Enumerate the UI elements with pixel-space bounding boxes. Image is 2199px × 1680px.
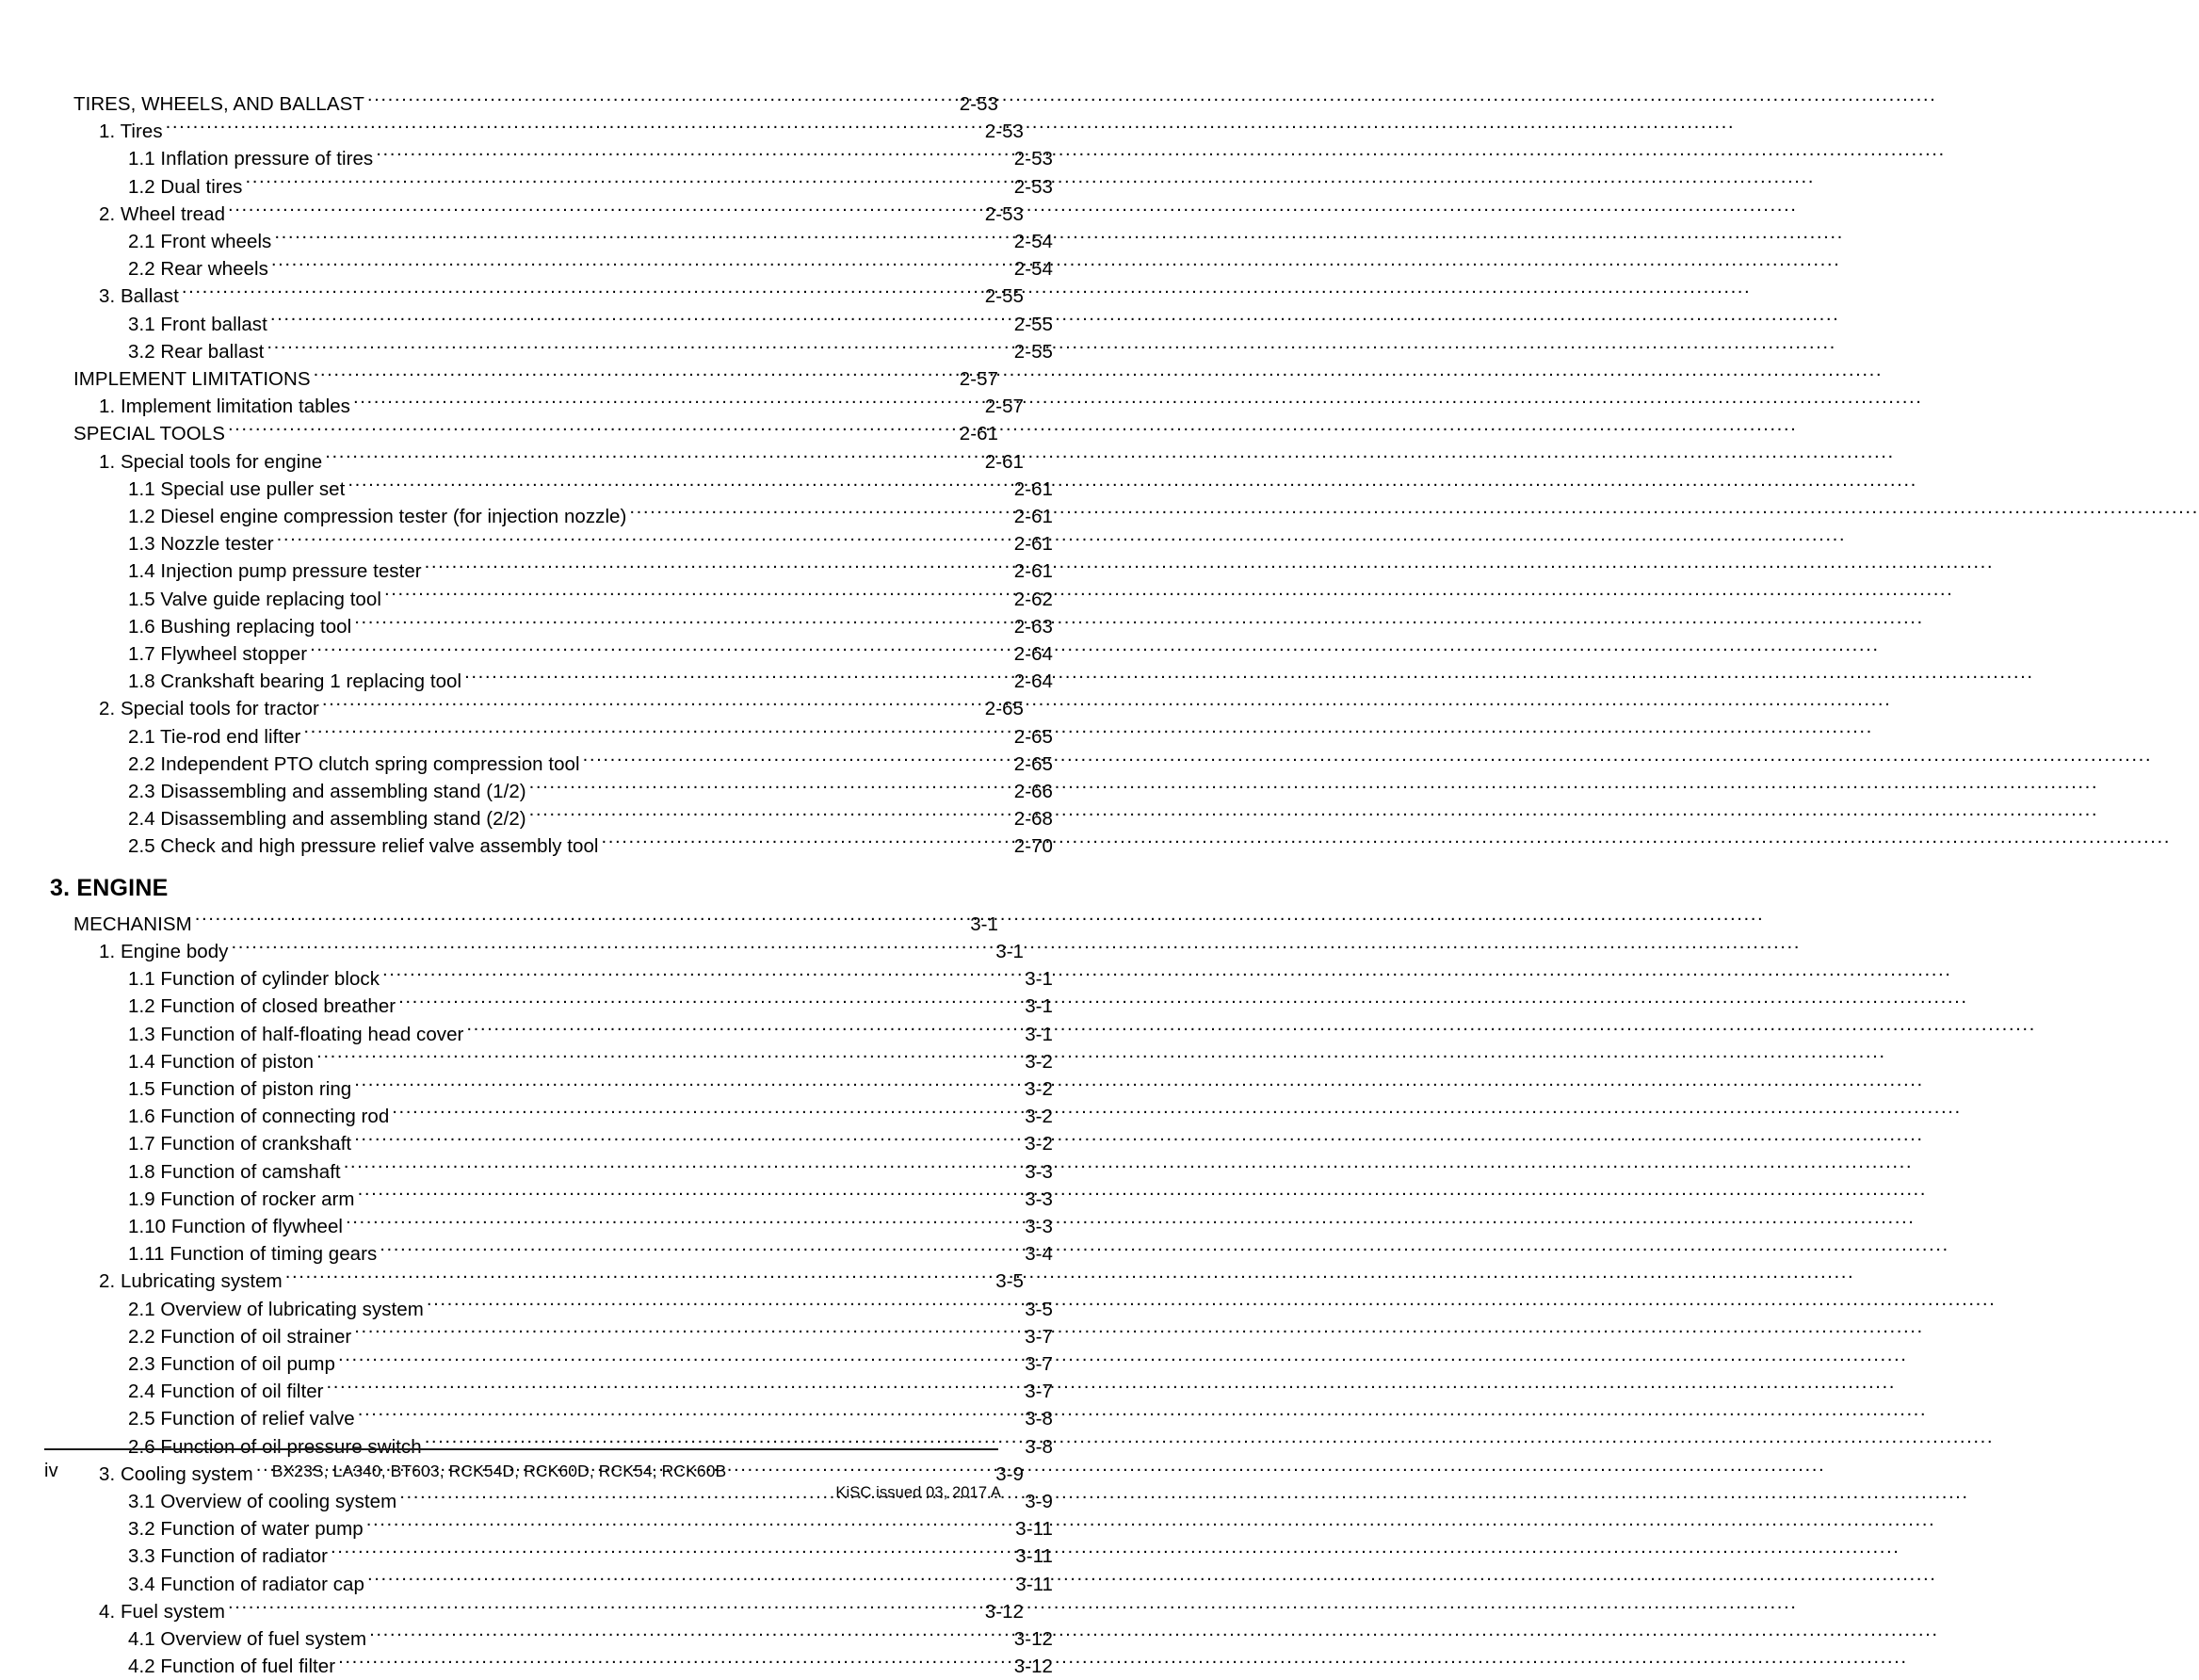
toc-leader-dots (367, 1571, 1013, 1591)
toc-entry-label: 2. Special tools for tractor (99, 698, 319, 720)
toc-entry-page-number: 2-61 (959, 423, 998, 445)
toc-entry-page-number: 3-9 (1025, 1490, 1053, 1512)
toc-entry-label: 1.1 Inflation pressure of tires (128, 148, 374, 170)
toc-leader-dots (529, 806, 1012, 826)
toc-leader-dots (166, 119, 983, 138)
toc-entry-page-number: 3-1 (995, 940, 1024, 962)
toc-leader-dots (228, 421, 958, 441)
toc-entry-label: 4.2 Function of fuel filter (128, 1656, 336, 1678)
toc-entry-page-number: 2-53 (959, 93, 998, 115)
toc-leader-dots (228, 1598, 983, 1618)
toc-entry-label: 1.5 Valve guide replacing tool (128, 588, 381, 610)
toc-entry-label: 1.2 Dual tires (128, 175, 243, 198)
toc-entry-label: 1.5 Function of piston ring (128, 1077, 352, 1100)
toc-entry-page-number: 3-1 (1025, 995, 1053, 1018)
toc-entry-label: 2.2 Independent PTO clutch spring compression tool (128, 752, 580, 775)
footer-model-list: BX23S, LA340, BT603, RCK54D, RCK60D, RCK54, RCK60B (271, 1462, 727, 1480)
toc-entry-label: 1.11 Function of timing gears (128, 1243, 378, 1266)
toc-entry-label: MECHANISM (73, 913, 192, 935)
toc-entry-page-number: 2-55 (1013, 340, 1053, 363)
toc-entry-label: 1.7 Function of crankshaft (128, 1133, 352, 1155)
toc-entry-page-number: 2-61 (1013, 560, 1053, 583)
toc-entry-label: 1.9 Function of rocker arm (128, 1187, 355, 1210)
toc-entry-label: 2.1 Overview of lubricating system (128, 1298, 424, 1320)
toc-leader-dots (366, 1516, 1014, 1536)
toc-entry-label: IMPLEMENT LIMITATIONS (73, 368, 311, 391)
toc-entry-page-number: 3-11 (1015, 1545, 1053, 1568)
toc-leader-dots (322, 696, 983, 716)
toc-entry-page-number: 2-64 (1013, 643, 1053, 666)
toc-leader-dots (466, 1021, 1023, 1041)
toc-entry-label: 3.1 Overview of cooling system (128, 1490, 397, 1512)
toc-entry-page-number: 3-5 (995, 1270, 1024, 1293)
toc-entry-page-number: 2-55 (1013, 313, 1053, 335)
toc-entry-page-number: 2-61 (984, 450, 1024, 473)
toc-entry-page-number: 3-11 (1015, 1573, 1053, 1595)
toc-leader-dots (369, 1625, 1012, 1645)
chapter-heading: 3. ENGINE (50, 874, 169, 901)
toc-leader-dots (274, 229, 1011, 249)
toc-entry-page-number: 3-5 (1025, 1298, 1053, 1320)
toc-entry-label: 4. Fuel system (99, 1600, 225, 1623)
toc-leader-dots (285, 1268, 994, 1288)
toc-entry-page-number: 2-57 (959, 368, 998, 391)
toc-leader-dots (338, 1654, 1012, 1673)
toc-entry-page-number: 2-53 (984, 202, 1024, 225)
toc-entry-page-number: 3-12 (984, 1600, 1024, 1623)
toc-leader-dots (583, 751, 1012, 770)
toc-entry-page-number: 2-65 (984, 698, 1024, 720)
toc-entry[interactable] (128, 832, 1053, 860)
toc-entry-label: 2.6 Function of oil pressure switch (128, 1435, 422, 1458)
toc-entry-label: 1.8 Crankshaft bearing 1 replacing tool (128, 670, 462, 693)
toc-entry-page-number: 3-8 (1025, 1408, 1053, 1430)
toc-entry-page-number: 3-12 (1013, 1627, 1053, 1650)
toc-leader-dots (346, 1213, 1023, 1233)
toc-leader-dots (354, 1075, 1023, 1095)
toc-entry-page-number: 3-7 (1025, 1325, 1053, 1348)
toc-leader-dots (267, 338, 1011, 358)
toc-leader-dots (354, 1323, 1023, 1343)
toc-leader-dots (331, 1543, 1013, 1563)
toc-leader-dots (245, 173, 1011, 193)
toc-leader-dots (327, 1379, 1024, 1398)
footer-issue-note: KiSC issued 03, 2017 A (835, 1484, 1001, 1501)
toc-leader-dots (529, 779, 1012, 799)
toc-entry-page-number: 2-54 (1013, 258, 1053, 281)
toc-entry-page-number: 2-63 (1013, 615, 1053, 638)
toc-leader-dots (367, 91, 958, 111)
toc-leader-dots (384, 586, 1012, 606)
toc-leader-dots (427, 1296, 1023, 1316)
toc-leader-dots (314, 366, 958, 386)
toc-entry-page-number: 2-68 (1013, 808, 1053, 831)
toc-entry-page-number: 3-2 (1025, 1106, 1053, 1128)
toc-entry-page-number: 3-2 (1025, 1050, 1053, 1073)
toc-leader-dots (629, 504, 1011, 524)
toc-leader-dots (358, 1186, 1024, 1205)
toc-entry-label: 3. Cooling system (99, 1462, 253, 1485)
toc-entry-label: 4.1 Overview of fuel system (128, 1627, 367, 1650)
toc-entry-page-number: 2-54 (1013, 231, 1053, 253)
toc-entry-label: 1. Special tools for engine (99, 450, 323, 473)
toc-entry-label: 1.2 Diesel engine compression tester (for injection nozzle) (128, 506, 627, 528)
toc-entry-label: 1.6 Bushing replacing tool (128, 615, 352, 638)
toc-entry-page-number: 2-61 (1013, 533, 1053, 556)
toc-entry-page-number: 2-55 (984, 285, 1024, 308)
toc-entry-label: 1.1 Special use puller set (128, 477, 346, 500)
toc-entry-label: 3.1 Front ballast (128, 313, 267, 335)
toc-entry-label: 2.2 Function of oil strainer (128, 1325, 352, 1348)
toc-leader-dots (425, 558, 1012, 578)
toc-entry-page-number: 2-57 (984, 396, 1024, 418)
toc-entry-page-number: 2-61 (1013, 506, 1053, 528)
toc-entry-page-number: 3-1 (1025, 968, 1053, 991)
toc-leader-dots (303, 723, 1011, 743)
toc-entry-label: 2.4 Function of oil filter (128, 1381, 324, 1403)
toc-leader-dots (353, 394, 983, 413)
toc-entry-page-number: 3-3 (1025, 1160, 1053, 1183)
toc-leader-dots (464, 669, 1012, 688)
toc-entry-label: 3.4 Function of radiator cap (128, 1573, 364, 1595)
toc-entry-label: 1.10 Function of flywheel (128, 1215, 344, 1237)
toc-entry-page-number: 3-1 (970, 913, 998, 935)
toc-entry-label: 3.2 Rear ballast (128, 340, 265, 363)
toc-entry-label: 1. Tires (99, 121, 163, 143)
toc-entry-label: 2.1 Front wheels (128, 231, 272, 253)
toc-entry-label: 1.3 Function of half-floating head cover (128, 1023, 464, 1045)
toc-leader-dots (344, 1158, 1024, 1178)
toc-leader-dots (316, 1048, 1023, 1068)
toc-leader-dots (310, 641, 1012, 661)
toc-leader-dots (358, 1406, 1024, 1426)
toc-entry[interactable] (128, 1653, 1053, 1680)
toc-leader-dots (348, 476, 1011, 495)
footer-divider (44, 1448, 998, 1450)
toc-entry-page-number: 2-65 (1013, 752, 1053, 775)
toc-entry-label: 2.3 Function of oil pump (128, 1352, 335, 1375)
toc-entry-page-number: 3-9 (995, 1462, 1024, 1485)
toc-leader-dots (182, 283, 983, 303)
toc-leader-dots (270, 311, 1012, 331)
toc-leader-dots (392, 1104, 1023, 1123)
toc-entry-page-number: 3-4 (1025, 1243, 1053, 1266)
toc-leader-dots (382, 966, 1023, 986)
toc-entry-page-number: 2-62 (1013, 588, 1053, 610)
toc-entry-page-number: 2-61 (1013, 477, 1053, 500)
toc-leader-dots (376, 146, 1012, 166)
toc-entry-page-number: 3-11 (1015, 1518, 1053, 1541)
toc-entry-label: 1.1 Function of cylinder block (128, 968, 380, 991)
toc-entry-page-number: 3-3 (1025, 1215, 1053, 1237)
toc-entry-label: 2.5 Function of relief valve (128, 1408, 355, 1430)
toc-entry-label: 2.5 Check and high pressure relief valve assembly tool (128, 835, 599, 858)
toc-entry-label: 1.4 Function of piston (128, 1050, 315, 1073)
toc-leader-dots (195, 911, 968, 930)
toc-entry-page-number: 3-8 (1025, 1435, 1053, 1458)
toc-leader-dots (380, 1241, 1023, 1261)
toc-leader-dots (398, 993, 1023, 1013)
toc-entry-label: 1.7 Flywheel stopper (128, 643, 308, 666)
toc-leader-dots (277, 531, 1012, 551)
toc-leader-dots (354, 1131, 1023, 1151)
toc-entry-page-number: 2-66 (1013, 781, 1053, 803)
toc-entry-page-number: 3-7 (1025, 1352, 1053, 1375)
toc-entry-page-number: 2-53 (984, 121, 1024, 143)
toc-entry-label: 2.3 Disassembling and assembling stand (1/2) (128, 781, 526, 803)
toc-entry-page-number: 3-2 (1025, 1077, 1053, 1100)
toc-entry-label: 1.8 Function of camshaft (128, 1160, 341, 1183)
toc-entry-label: 1.4 Injection pump pressure tester (128, 560, 422, 583)
toc-leader-dots (228, 201, 983, 220)
toc-entry-label: 1.6 Function of connecting rod (128, 1106, 390, 1128)
toc-entry-label: 2.1 Tie-rod end lifter (128, 725, 301, 748)
toc-entry-label: 3.2 Function of water pump (128, 1518, 364, 1541)
toc-entry-label: 1.2 Function of closed breather (128, 995, 396, 1018)
toc-leader-dots (271, 256, 1012, 276)
toc-entry-label: SPECIAL TOOLS (73, 423, 225, 445)
page-number: iv (44, 1461, 58, 1481)
toc-entry-label: 3. Ballast (99, 285, 179, 308)
toc-entry-label: 1.3 Nozzle tester (128, 533, 274, 556)
toc-entry-label: 2. Lubricating system (99, 1270, 283, 1293)
toc-entry-page-number: 2-53 (1013, 175, 1053, 198)
toc-entry-page-number: 3-3 (1025, 1187, 1053, 1210)
toc-entry-label: 2.4 Disassembling and assembling stand (2/2) (128, 808, 526, 831)
toc-entry-label: 3.3 Function of radiator (128, 1545, 329, 1568)
toc-entry-label: 2.2 Rear wheels (128, 258, 268, 281)
toc-leader-dots (354, 613, 1012, 633)
toc-leader-dots (338, 1350, 1023, 1370)
toc-entry-label: 2. Wheel tread (99, 202, 226, 225)
toc-leader-dots (231, 938, 994, 958)
toc-entry-page-number: 3-2 (1025, 1133, 1053, 1155)
toc-entry-page-number: 2-53 (1013, 148, 1053, 170)
toc-entry-page-number: 2-70 (1013, 835, 1053, 858)
toc-entry-label: TIRES, WHEELS, AND BALLAST (73, 93, 364, 115)
toc-entry-page-number: 3-7 (1025, 1381, 1053, 1403)
toc-leader-dots (602, 833, 1012, 853)
toc-entry-page-number: 3-1 (1025, 1023, 1053, 1045)
toc-entry-page-number: 3-12 (1013, 1656, 1053, 1678)
toc-entry-label: 1. Engine body (99, 940, 229, 962)
toc-entry-label: 1. Implement limitation tables (99, 396, 350, 418)
toc-leader-dots (325, 448, 983, 468)
toc-entry-page-number: 2-65 (1013, 725, 1053, 748)
toc-entry-page-number: 2-64 (1013, 670, 1053, 693)
